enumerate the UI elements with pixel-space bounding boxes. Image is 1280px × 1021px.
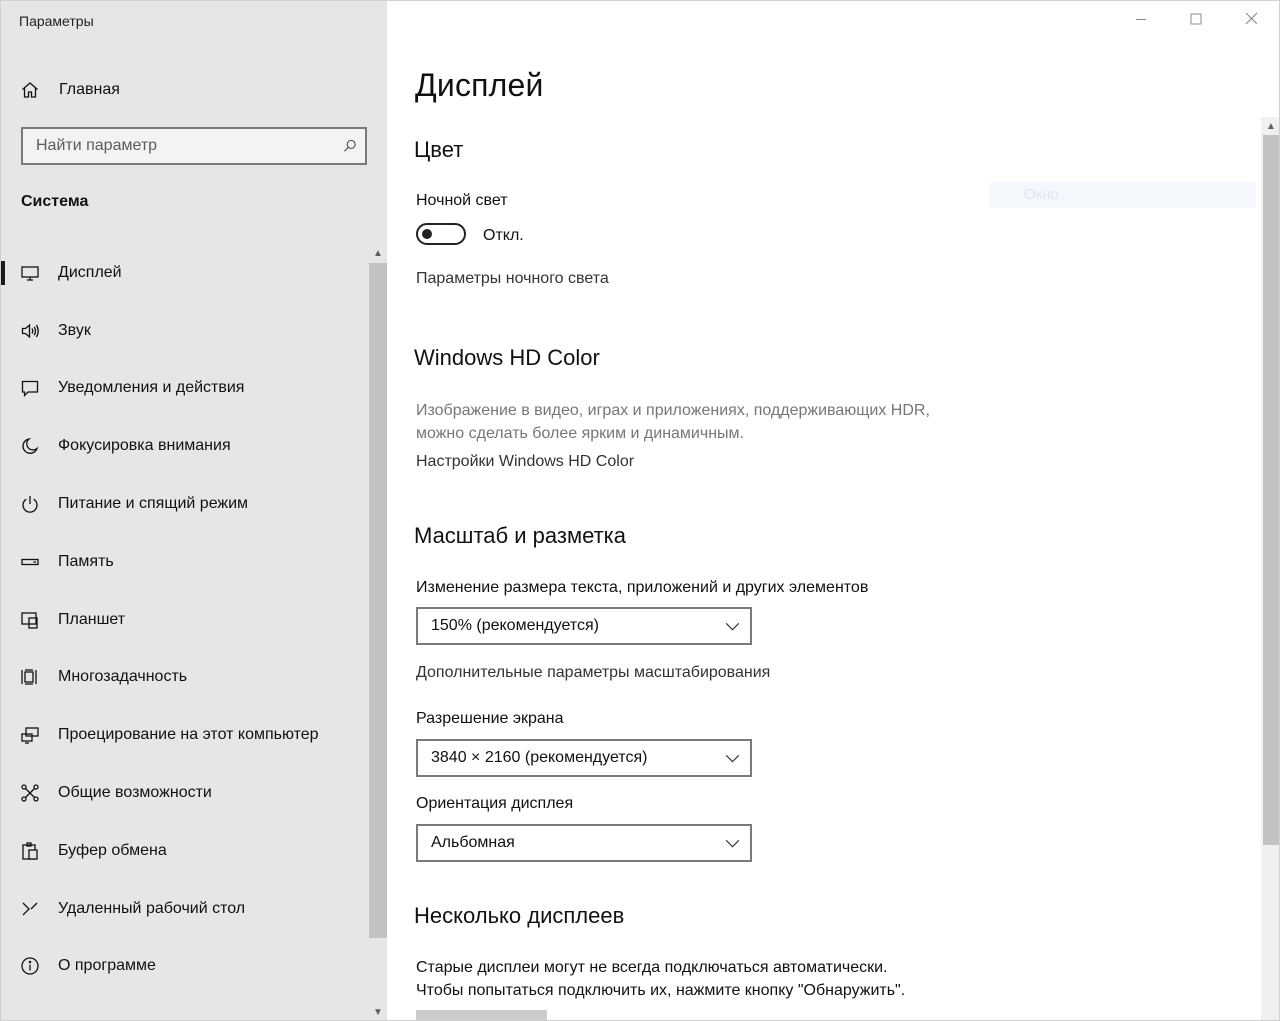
hd-color-description: Изображение в видео, играх и приложениях, поддерживающих HDR, можно сделать более ярким и динамичным. (416, 402, 930, 442)
ghost-window-text: Окно (1024, 186, 1059, 203)
close-icon (1245, 12, 1258, 30)
projection-icon (19, 724, 41, 746)
shared-experiences-icon (19, 782, 41, 804)
clipboard-icon (19, 840, 41, 862)
detect-button[interactable] (416, 1010, 547, 1021)
advanced-scaling-link[interactable]: Дополнительные параметры масштабирования (416, 664, 771, 681)
sidebar-item-projection[interactable] (1, 706, 367, 764)
sidebar-item-sound[interactable] (1, 302, 367, 360)
main-scrollbar-thumb[interactable] (1263, 135, 1279, 845)
section-label: Система (21, 193, 89, 210)
chevron-down-icon (714, 622, 750, 631)
sidebar-item-label: Многозадачность (58, 668, 188, 686)
resolution-dropdown[interactable] (416, 739, 752, 777)
sidebar-item-label: Буфер обмена (58, 841, 167, 859)
minimize-button[interactable] (1113, 1, 1169, 41)
sidebar-item-label: Уведомления и действия (58, 379, 245, 397)
hd-color-settings-link[interactable]: Настройки Windows HD Color (416, 453, 635, 470)
orientation-dropdown[interactable] (416, 824, 752, 862)
ghost-window-hint (990, 182, 1256, 208)
chevron-down-icon (714, 754, 750, 763)
search-input[interactable] (23, 128, 335, 164)
scale-layout-heading: Масштаб и разметка (414, 523, 626, 548)
sidebar-item-clipboard[interactable] (1, 822, 367, 880)
chevron-down-icon (714, 839, 750, 848)
orientation-label: Ориентация дисплея (416, 795, 574, 812)
page-title: Дисплей (415, 67, 544, 103)
notification-icon (19, 377, 41, 399)
home-label: Главная (59, 81, 120, 98)
main-content (387, 1, 1261, 1021)
sidebar-item-about[interactable] (1, 938, 367, 996)
monitor-icon (19, 262, 41, 284)
maximize-icon (1190, 12, 1202, 30)
search-icon[interactable] (335, 138, 365, 154)
night-light-state: Откл. (483, 227, 524, 244)
sidebar-item-label: Удаленный рабочий стол (58, 899, 246, 917)
sidebar-item-label: О программе (58, 957, 156, 975)
info-icon (19, 955, 41, 977)
sidebar-item-label: Фокусировка внимания (58, 437, 231, 455)
sidebar-item-label: Проецирование на этот компьютер (58, 726, 319, 744)
sidebar (1, 1, 387, 1021)
sidebar-nav (1, 244, 367, 995)
resolution-label: Разрешение экрана (416, 710, 564, 727)
maximize-button[interactable] (1168, 1, 1224, 41)
sidebar-item-label: Память (58, 552, 114, 570)
home-icon (19, 79, 41, 101)
sidebar-item-label: Дисплей (58, 263, 122, 281)
main-scrollbar[interactable] (1261, 117, 1280, 1021)
night-light-label: Ночной свет (416, 192, 508, 209)
multitasking-icon (19, 666, 41, 688)
tablet-icon (19, 609, 41, 631)
toggle-knob (422, 229, 432, 239)
sidebar-scrollbar-thumb[interactable] (369, 263, 387, 938)
resolution-value: 3840 × 2160 (рекомендуется) (431, 749, 648, 766)
sidebar-item-notifications[interactable] (1, 360, 367, 418)
sidebar-item-remote-desktop[interactable] (1, 880, 367, 938)
hd-color-heading: Windows HD Color (414, 345, 600, 370)
sidebar-item-storage[interactable] (1, 533, 367, 591)
night-light-settings-link[interactable]: Параметры ночного света (416, 270, 609, 287)
color-heading: Цвет (414, 137, 464, 162)
sidebar-item-label: Питание и спящий режим (58, 495, 249, 513)
sidebar-item-display[interactable] (1, 244, 367, 302)
sidebar-item-shared-experiences[interactable] (1, 764, 367, 822)
sidebar-item-label: Планшет (58, 610, 126, 628)
minimize-icon (1135, 12, 1147, 30)
home-link[interactable] (19, 77, 120, 103)
multiple-displays-description-line2: Чтобы попытаться подключить их, нажмите кнопку "Обнаружить". (416, 982, 906, 999)
remote-desktop-icon (19, 898, 41, 920)
power-icon (19, 493, 41, 515)
storage-icon (19, 551, 41, 573)
sidebar-item-focus-assist[interactable] (1, 417, 367, 475)
scroll-up-arrow-icon[interactable]: ▲ (1266, 120, 1276, 132)
scale-dropdown[interactable] (416, 607, 752, 645)
multiple-displays-description-line1: Старые дисплеи могут не всегда подключаться автоматически. (416, 959, 888, 976)
sidebar-scrollbar[interactable] (369, 245, 387, 1021)
speaker-icon (19, 320, 41, 342)
sidebar-item-label: Звук (58, 321, 91, 339)
scroll-down-arrow-icon[interactable]: ▼ (373, 1006, 383, 1018)
multiple-displays-heading: Несколько дисплеев (414, 903, 625, 928)
sidebar-item-label: Общие возможности (58, 784, 212, 802)
moon-icon (19, 435, 41, 457)
scale-value: 150% (рекомендуется) (431, 617, 599, 634)
sidebar-item-power-sleep[interactable] (1, 475, 367, 533)
sidebar-item-tablet[interactable] (1, 591, 367, 649)
night-light-toggle[interactable] (416, 223, 466, 245)
search-box[interactable] (21, 127, 367, 165)
window-title: Параметры (19, 13, 94, 29)
orientation-value: Альбомная (431, 834, 515, 851)
sidebar-item-multitasking[interactable] (1, 649, 367, 707)
scale-label: Изменение размера текста, приложений и других элементов (416, 579, 869, 596)
scroll-up-arrow-icon[interactable]: ▲ (373, 247, 383, 259)
close-button[interactable] (1223, 1, 1279, 41)
